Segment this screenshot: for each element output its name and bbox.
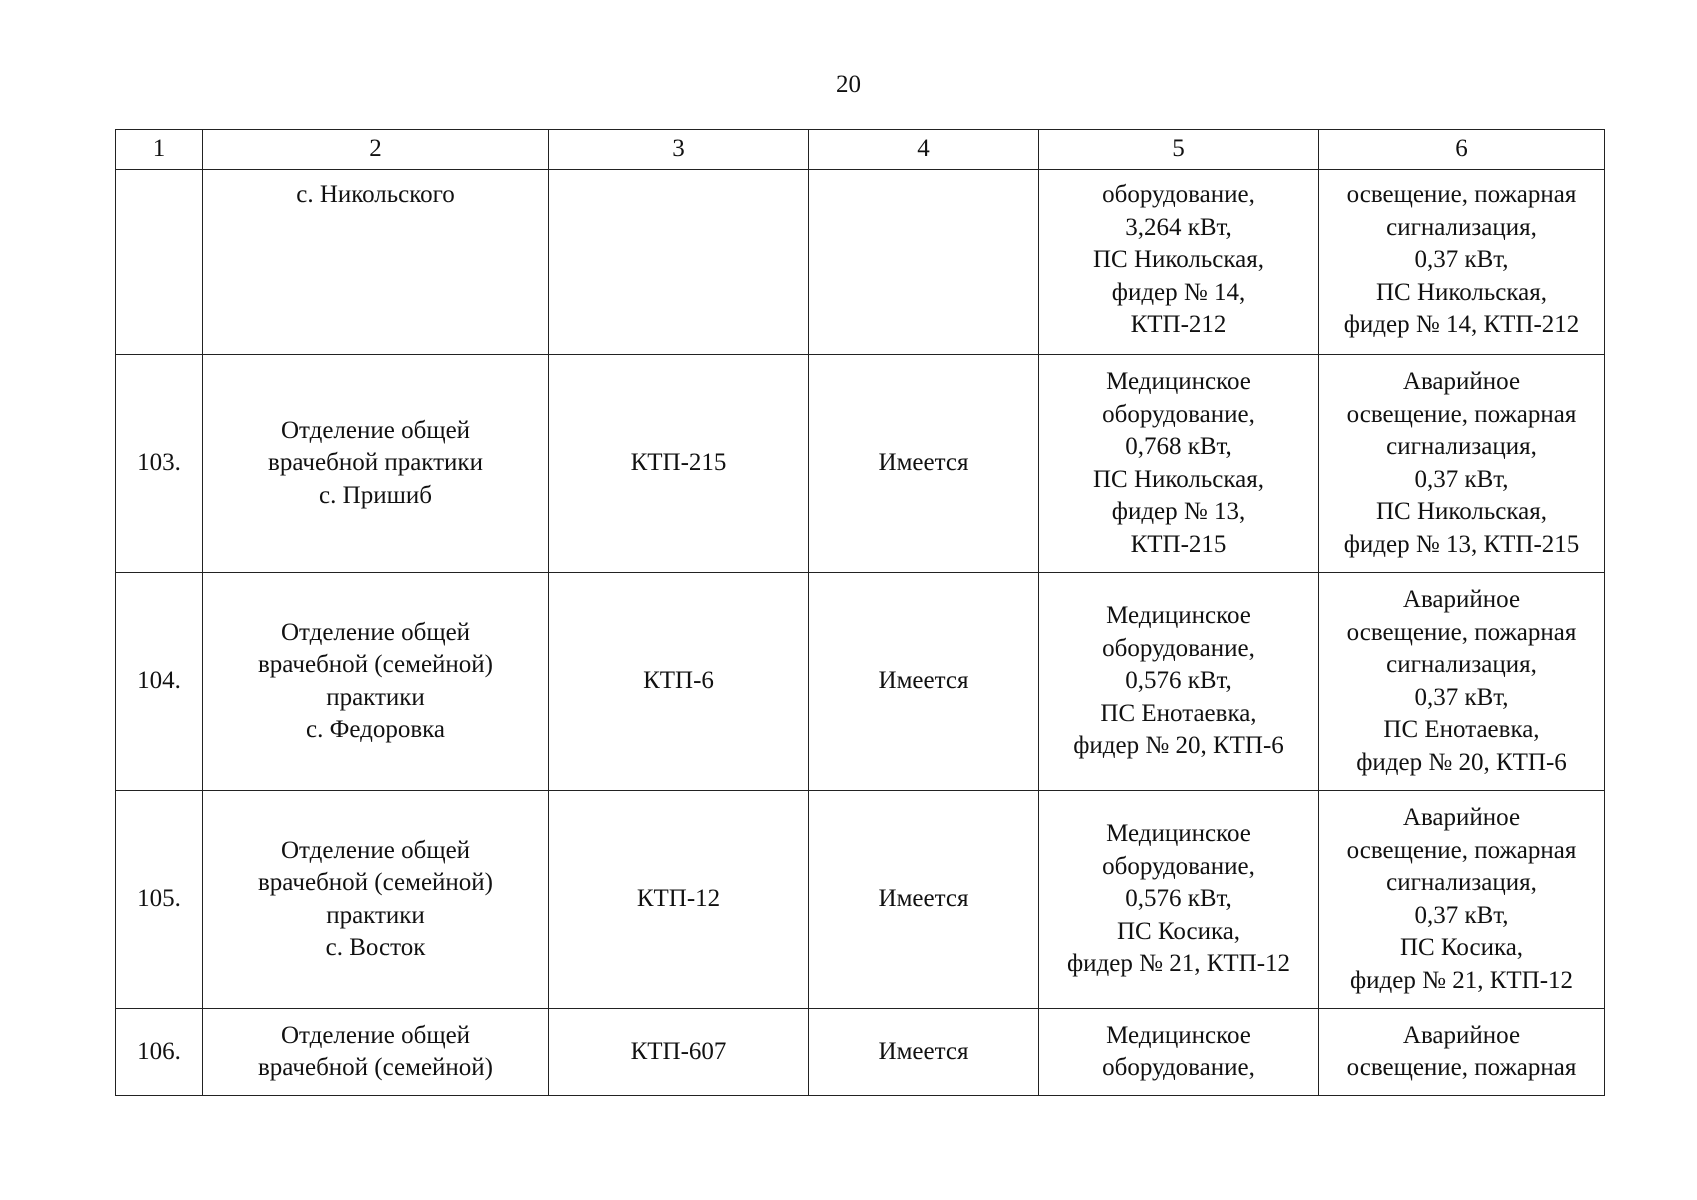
equipment-cell: оборудование, 3,264 кВт, ПС Никольская, фидер № 14, КТП-212 (1039, 170, 1319, 355)
emergency-cell: Аварийное освещение, пожарная (1319, 1009, 1605, 1096)
table-row (116, 573, 1605, 791)
equipment-cell: Медицинское оборудование, (1039, 1009, 1319, 1096)
table-row (116, 1009, 1605, 1096)
facility-name-cell: Отделение общей врачебной (семейной) практики с. Восток (203, 791, 549, 1009)
status-cell: Имеется (809, 791, 1039, 1009)
status-cell: Имеется (809, 573, 1039, 791)
equipment-cell: Медицинское оборудование, 0,576 кВт, ПС Енотаевка, фидер № 20, КТП-6 (1039, 573, 1319, 791)
ktp-cell: КТП-12 (549, 791, 809, 1009)
status-cell: Имеется (809, 355, 1039, 573)
facility-name-cell: Отделение общей врачебной (семейной) практики с. Федоровка (203, 573, 549, 791)
emergency-cell: освещение, пожарная сигнализация, 0,37 кВт, ПС Никольская, фидер № 14, КТП-212 (1319, 170, 1605, 355)
page-number: 20 (836, 71, 861, 98)
ktp-cell (549, 170, 809, 355)
status-cell (809, 170, 1039, 355)
header-cell: 4 (809, 130, 1039, 170)
emergency-cell: Аварийное освещение, пожарная сигнализация, 0,37 кВт, ПС Косика, фидер № 21, КТП-12 (1319, 791, 1605, 1009)
equipment-cell: Медицинское оборудование, 0,576 кВт, ПС Косика, фидер № 21, КТП-12 (1039, 791, 1319, 1009)
header-cell: 2 (203, 130, 549, 170)
row-number-cell: 106. (116, 1009, 203, 1096)
emergency-cell: Аварийное освещение, пожарная сигнализация, 0,37 кВт, ПС Енотаевка, фидер № 20, КТП-6 (1319, 573, 1605, 791)
header-cell: 6 (1319, 130, 1605, 170)
row-number-cell (116, 170, 203, 355)
equipment-cell: Медицинское оборудование, 0,768 кВт, ПС Никольская, фидер № 13, КТП-215 (1039, 355, 1319, 573)
emergency-cell: Аварийное освещение, пожарная сигнализация, 0,37 кВт, ПС Никольская, фидер № 13, КТП-215 (1319, 355, 1605, 573)
facility-name-cell: с. Никольского (203, 170, 549, 355)
facility-name-cell: Отделение общей врачебной (семейной) (203, 1009, 549, 1096)
data-table (115, 129, 1605, 1096)
header-cell: 3 (549, 130, 809, 170)
row-number-cell: 105. (116, 791, 203, 1009)
ktp-cell: КТП-6 (549, 573, 809, 791)
row-number-cell: 104. (116, 573, 203, 791)
status-cell: Имеется (809, 1009, 1039, 1096)
table-row (116, 170, 1605, 355)
ktp-cell: КТП-607 (549, 1009, 809, 1096)
header-cell: 5 (1039, 130, 1319, 170)
table-row (116, 355, 1605, 573)
header-cell: 1 (116, 130, 203, 170)
facility-name-cell: Отделение общей врачебной практики с. Пришиб (203, 355, 549, 573)
row-number-cell: 103. (116, 355, 203, 573)
ktp-cell: КТП-215 (549, 355, 809, 573)
table-row (116, 791, 1605, 1009)
table-header-row (116, 130, 1605, 170)
